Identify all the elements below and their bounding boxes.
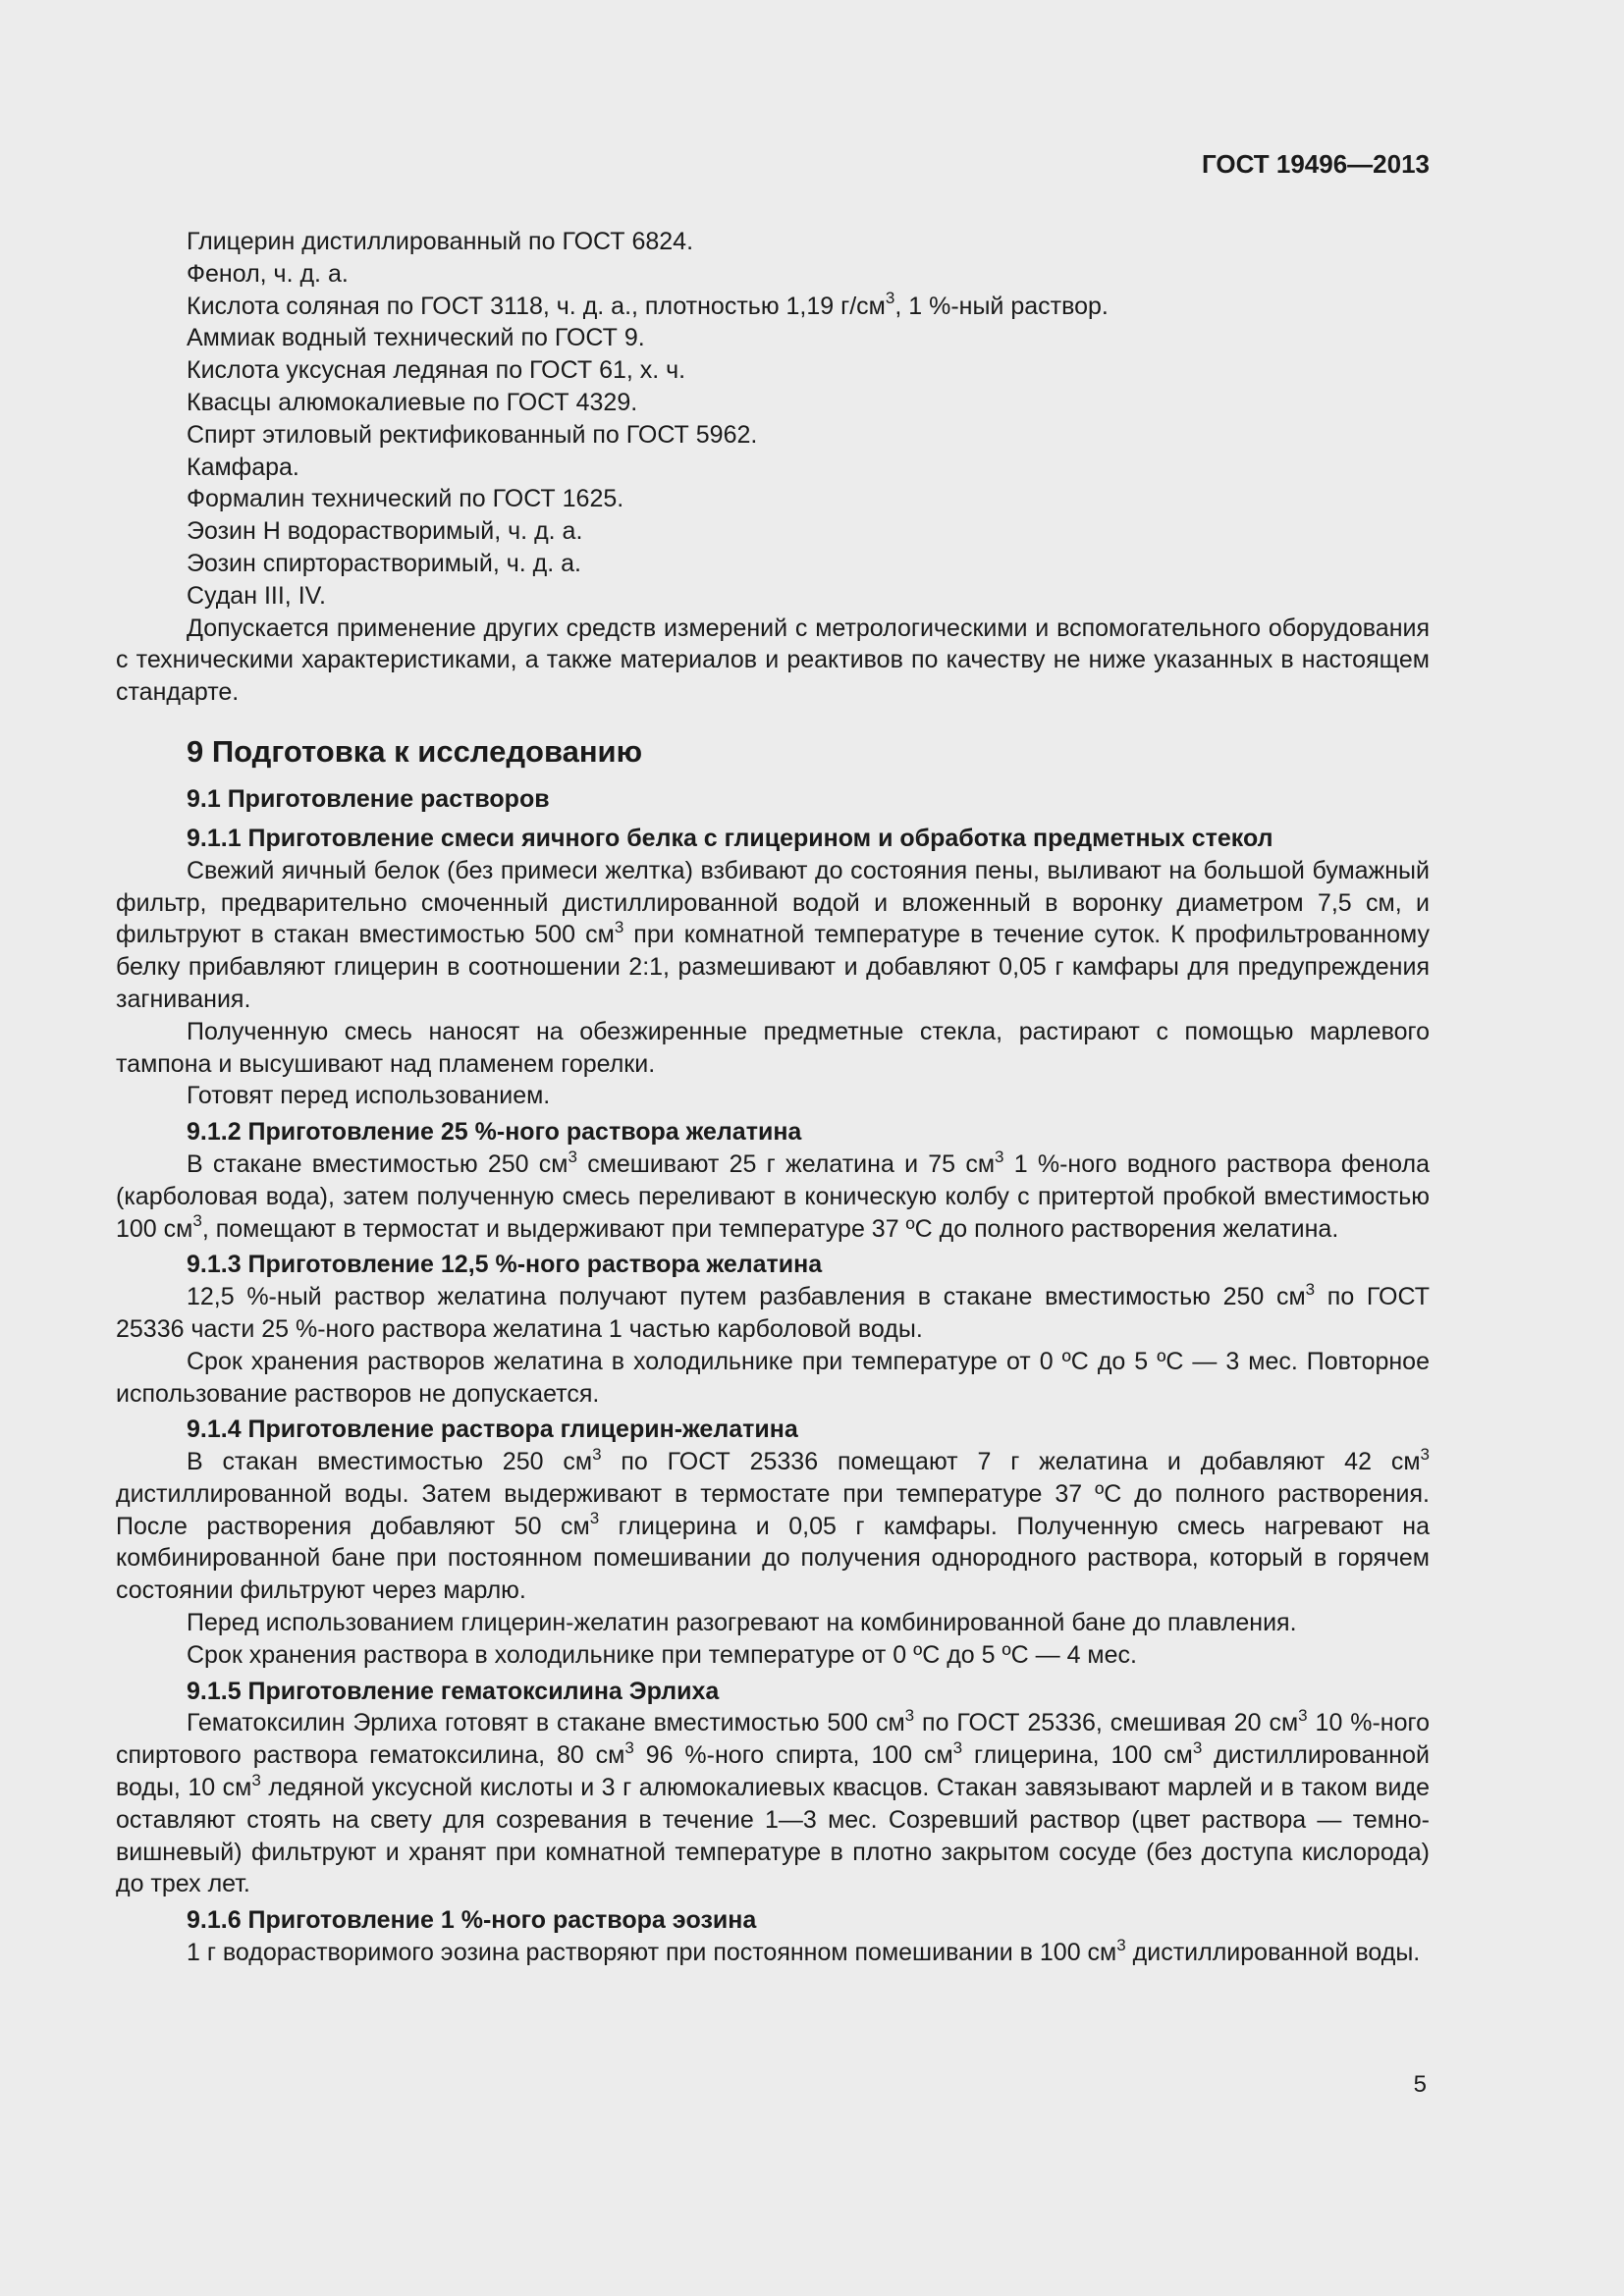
paragraph: Срок хранения раствора в холодильнике при температуре от 0 ºС до 5 ºС — 4 мес. <box>187 1640 1137 1669</box>
section-9-1-heading: 9.1 Приготовление растворов <box>187 784 550 813</box>
materials-list <box>116 226 1430 613</box>
list-item: Эозин спирторастворимый, ч. д. а. <box>187 549 581 577</box>
section-9-1-1-heading: 9.1.1 Приготовление смеси яичного белка с глицерином и обработка предметных стекол <box>187 824 1273 852</box>
list-item: Квасцы алюмокалиевые по ГОСТ 4329. <box>187 388 638 416</box>
list-item: Камфара. <box>187 453 299 481</box>
list-item: Кислота уксусная ледяная по ГОСТ 61, х. ч. <box>187 356 686 385</box>
list-item: Эозин Н водорастворимый, ч. д. а. <box>187 517 583 546</box>
list-item: Судан III, IV. <box>187 581 326 610</box>
section-9-1-6-heading: 9.1.6 Приготовление 1 %-ного раствора эозина <box>187 1906 757 1935</box>
paragraph: Полученную смесь наносят на обезжиренные предметные стекла, растирают с помощью марлевого тампона и высушивают над пламенем горелки. <box>116 1017 1430 1078</box>
paragraph: Гематоксилин Эрлиха готовят в стакане вместимостью 500 $см^3$ по ГОСТ 25336, смешивая 20 $см^3$ 10 %-ного спиртового раствора гематоксилина, 80 $см^3$ 96 %-ного спирта, 100 $см^3$ глицерина, 100 $см^3$ дистиллированной воды, 10 $см^3$ ледяной уксусной кислоты и 3 г алюмокалиевых квасцов. Стакан завязывают марлей и в таком виде оставляют стоять на свету для созревания в течение 1—3 мес. Созревший раствор (цвет раствора — темно-вишневый) фильтруют и хранят при комнатной температуре в плотно закрытом сосуде (без доступа кислорода) до трех лет. <box>116 1706 1430 1898</box>
section-9-1-5-heading: 9.1.5 Приготовление гематоксилина Эрлиха <box>187 1677 720 1705</box>
paragraph: В стакан вместимостью 250 $см^3$ по ГОСТ 25336 помещают 7 г желатина и добавляют 42 $см^3$ дистиллированной воды. Затем выдерживают в термостате при температуре 37 ºС до полного растворения. После растворения добавляют 50 $см^3$ глицерина и 0,05 г камфары. Полученную смесь нагревают на комбинированной бане при постоянном помешивании до получения однородного раствора, который в горячем состоянии фильтруют через марлю. <box>116 1444 1431 1605</box>
paragraph: Срок хранения растворов желатина в холодильнике при температуре от 0 ºС до 5 ºС — 3 мес. Повторное использование растворов не допускается. <box>116 1347 1430 1408</box>
list-item: Аммиак водный технический по ГОСТ 9. <box>187 324 645 352</box>
section-9-1-4-heading: 9.1.4 Приготовление раствора глицерин-желатина <box>187 1415 798 1444</box>
list-item: Глицерин дистиллированный по ГОСТ 6824. <box>187 228 694 255</box>
list-item: Формалин технический по ГОСТ 1625. <box>187 485 624 513</box>
paragraph: Готовят перед использованием. <box>187 1082 551 1110</box>
paragraph: Перед использованием глицерин-желатин разогревают на комбинированной бане до плавления. <box>187 1609 1297 1637</box>
list-item: Кислота соляная по ГОСТ 3118, ч. д. а., плотностью 1,19 $г/см^3$, 1 %-ный раствор. <box>187 289 1109 320</box>
paragraph: В стакане вместимостью 250 $см^3$ смешивают 25 г желатина и 75 $см^3$ 1 %-ного водного раствора фенола (карболовая вода), затем полученную смесь переливают в коническую колбу с притертой пробкой вместимостью 100 $см^3$, помещают в термостат и выдерживают при температуре 37 ºС до полного растворения желатина. <box>116 1147 1430 1243</box>
section-9-1-3-heading: 9.1.3 Приготовление 12,5 %-ного раствора желатина <box>187 1251 823 1279</box>
page-number: 5 <box>1413 2071 1427 2098</box>
allowance-paragraph: Допускается применение других средств измерений с метрологическими и вспомогательного оборудования с техническими характеристиками, а также материалов и реактивов по качеству не ниже указанных в настоящем стандарте. <box>116 614 1430 707</box>
list-item: Спирт этиловый ректификованный по ГОСТ 5962. <box>187 420 758 449</box>
paragraph: 1 г водорастворимого эозина растворяют при постоянном помешивании в 100 $см^3$ дистиллированной воды. <box>187 1935 1421 1967</box>
document-body <box>116 226 1430 1969</box>
document-code: ГОСТ 19496—2013 <box>1202 149 1430 179</box>
paragraph: 12,5 %-ный раствор желатина получают путем разбавления в стакане вместимостью 250 $см^3$ по ГОСТ 25336 части 25 %-ного раствора желатина 1 частью карболовой воды. <box>116 1279 1430 1343</box>
section-9-1-2-heading: 9.1.2 Приготовление 25 %-ного раствора желатина <box>187 1118 802 1147</box>
paragraph: Свежий яичный белок (без примеси желтка) взбивают до состояния пены, выливают на большой бумажный фильтр, предварительно смоченный дистиллированной водой и вложенный в воронку диаметром 7,5 см, и фильтруют в стакан вместимостью 500 $см^3$ при комнатной температуре в течение суток. К профильтрованному белку прибавляют глицерин в соотношении 2:1, размешивают и добавляют 0,05 г камфары для предупреждения загнивания. <box>116 856 1431 1013</box>
list-item: Фенол, ч. д. а. <box>187 259 349 288</box>
section-9-heading: 9 Подготовка к исследованию <box>187 733 643 769</box>
